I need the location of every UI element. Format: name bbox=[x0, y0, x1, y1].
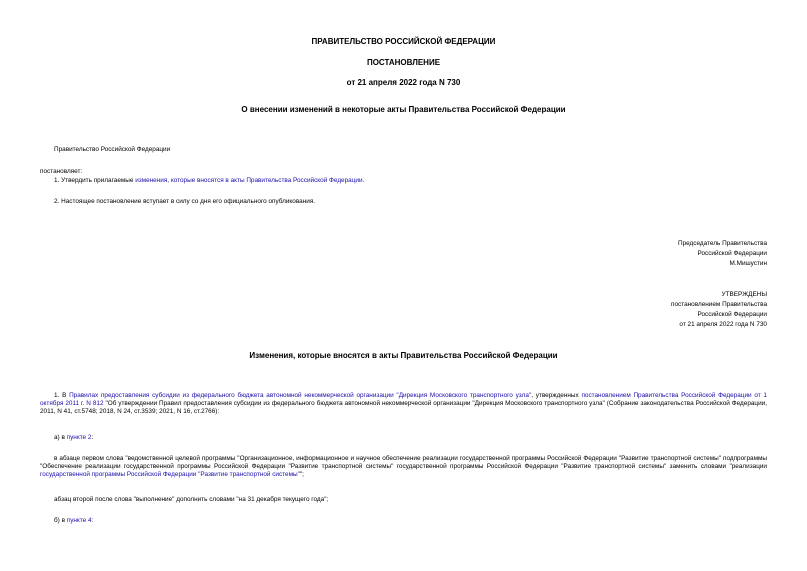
subitem-a-paragraph-2: абзац второй после слова "выполнение" дополнить словами "на 31 декабря текущего года"; bbox=[54, 496, 329, 503]
a-suffix: : bbox=[91, 434, 94, 441]
approved-date: от 21 апреля 2022 года N 730 bbox=[679, 321, 767, 328]
document-type: ПОСТАНОВЛЕНИЕ bbox=[366, 58, 441, 67]
changes-link[interactable]: изменения, которые вносятся в акты Правительства Российской Федерации bbox=[135, 177, 363, 184]
a-prefix: а) в bbox=[54, 434, 67, 441]
approved-country: Российской Федерации bbox=[697, 311, 767, 318]
subitem-a bbox=[54, 434, 93, 442]
item-1-suffix: . bbox=[362, 177, 365, 184]
subitem-b bbox=[54, 517, 93, 525]
b-suffix: : bbox=[91, 517, 94, 524]
item-2: 2. Настоящее постановление вступает в силу со дня его официального опубликования. bbox=[54, 198, 316, 205]
document-date-number: от 21 апреля 2022 года N 730 bbox=[346, 78, 461, 87]
signature-country: Российской Федерации bbox=[697, 250, 767, 257]
a1-suffix: "; bbox=[299, 471, 304, 478]
signature-position: Председатель Правительства bbox=[678, 240, 767, 247]
state-program-link[interactable]: государственной программы Российской Федерации "Развитие транспортной системы" bbox=[40, 471, 300, 478]
signature-name: М.Мишустин bbox=[729, 260, 767, 267]
item-1 bbox=[54, 177, 364, 185]
changes-title: Изменения, которые вносятся в акты Правительства Российской Федерации bbox=[249, 351, 558, 360]
p1-rest: "Об утверждении Правил предоставления субсидии из федерального бюджета автономной некоммерческой организации "Дирекция Московского транспортного узла" (Собрание законодательства Российской Федерации, 2011, N 41, ст.5748; 2018, N 24, ст.3539; 2021, N 16, ст.2766): bbox=[40, 400, 768, 415]
p1-mid: , утвержденных bbox=[531, 392, 582, 399]
approved-label: УТВЕРЖДЕНЫ bbox=[721, 291, 767, 298]
point-2-link[interactable]: пункте 2 bbox=[66, 434, 92, 441]
p1-prefix: 1. В bbox=[54, 392, 70, 399]
point-4-link[interactable]: пункте 4 bbox=[66, 517, 92, 524]
resolution-812-link[interactable]: постановлением Правительства Российской Федерации от 1 октября 2011 г. N 812 bbox=[40, 392, 767, 407]
government-line: Правительство Российской Федерации bbox=[54, 146, 171, 153]
subitem-a-paragraph-1 bbox=[40, 455, 767, 479]
resolves-line: постановляет: bbox=[40, 168, 83, 175]
changes-paragraph-1 bbox=[40, 392, 767, 416]
b-prefix: б) в bbox=[54, 517, 67, 524]
issuer-heading: ПРАВИТЕЛЬСТВО РОССИЙСКОЙ ФЕДЕРАЦИИ bbox=[311, 37, 496, 46]
item-1-prefix: 1. Утвердить прилагаемые bbox=[54, 177, 136, 184]
rules-link[interactable]: Правилах предоставления субсидии из федерального бюджета автономной некоммерческой организации "Дирекция Московского транспортного узла" bbox=[69, 392, 532, 399]
a1-text: в абзаце первом слова "ведомственной целевой программы "Организационное, информационное и научное обеспечение реализации государственной программы Российской Федерации "Развитие транспортной системы" подпрограммы "Обеспечение реализации государственной программы Российской Федерации "Развитие транспортной системы" государственной программы Российской Федерации "Развитие транспортной системы" заменить словами "реализации bbox=[40, 455, 767, 470]
approved-by: постановлением Правительства bbox=[671, 301, 767, 308]
document-title: О внесении изменений в некоторые акты Правительства Российской Федерации bbox=[241, 105, 566, 114]
